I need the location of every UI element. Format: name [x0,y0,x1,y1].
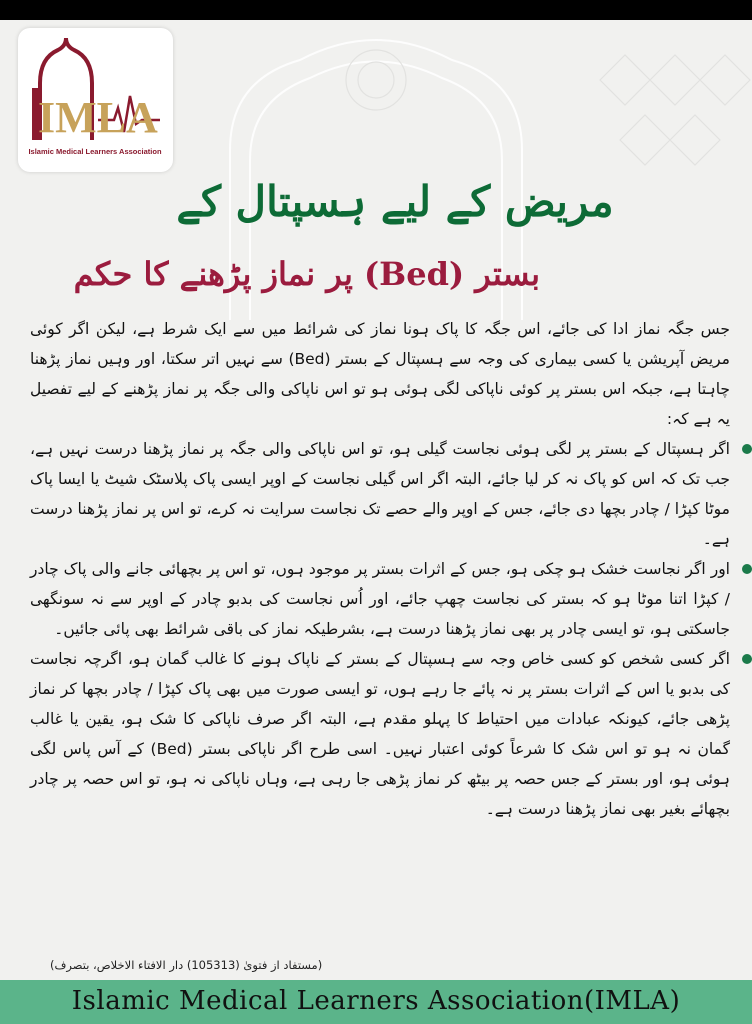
bullet-dot-icon [742,444,752,454]
bullet-text-1: اگر ہسپتال کے بستر پر لگی ہوئی نجاست گیلی ہو، تو اس ناپاکی والی جگہ پر نماز پڑھنا درست نہیں ہے، جب تک کہ اس کو پاک نہ کر لیا جائے، البتہ اگر اس گیلی نجاست کے اوپر ایسی پاک پلاسٹک شیٹ یا ایسا پاک موٹا کپڑا / چادر بچھا دی جائے، جس کے اوپر والے حصے تک نجاست سرایت نہ کرے، تو اس پر نماز پڑھنا درست ہے۔ [30,440,730,548]
bullet-point-3 [30,644,730,824]
bullet-dot-icon [742,564,752,574]
article-body [30,314,730,824]
mosque-arch-ecg-icon [18,28,173,172]
logo-mark-text: IMLA [38,93,158,142]
bullet-text-2: اور اگر نجاست خشک ہو چکی ہو، جس کے اثرات بستر پر موجود ہوں، تو اس پر بچھائی جانے والی پاک چادر / کپڑا اتنا موٹا ہو کہ بستر کی نجاست چھپ جائے، اور اُس نجاست کی بدبو چادر کے اوپر سے نہ سونگھی جاسکتی ہو، تو ایسی چادر پر بھی نماز پڑھنا درست ہے، بشرطیکہ نماز کی باقی شرائط بھی پائی جائیں۔ [30,560,730,638]
footer-banner [0,980,752,1024]
title-line-1: مریض کے لیے ہسپتال کے [176,177,614,226]
title-line-2: بستر (Bed) پر نماز پڑھنے کا حکم [73,255,540,293]
bullet-point-1 [30,434,730,554]
footer-text: Islamic Medical Learners Association(IMLA) [71,986,681,1016]
logo-tagline: Islamic Medical Learners Association [28,147,162,156]
bullet-point-2 [30,554,730,644]
bullet-text-3: اگر کسی شخص کو کسی خاص وجہ سے ہسپتال کے بستر کے ناپاک ہونے کا غالب گمان ہو، اگرچہ نجاست کی بدبو یا اس کے اثرات بستر پر نہ پائے جا رہے ہوں، تو ایسی صورت میں بھی پاک کپڑا / چادر بچھا کر نماز پڑھی جائے، کیونکہ عبادات میں احتیاط کا پہلو مقدم ہے، البتہ اگر صرف ناپاکی کا شک ہو، یقین یا غالب گمان نہ ہو تو اس شک کا شرعاً کوئی اعتبار نہیں۔ اسی طرح اگر ناپاکی بستر (Bed) کے آس پاس لگی ہوئی ہو، اور بستر کے جس حصہ پر بیٹھ کر نماز پڑھی جا رہی ہے، وہاں ناپاکی نہ ہو، تو اس حصہ پر چادر بچھائے بغیر بھی نماز پڑھنا درست ہے۔ [30,650,730,818]
fatwa-reference: (مستفاد از فتویٰ (105313) دار الافتاء الاخلاص، بتصرف) [50,958,323,972]
top-black-bar [0,0,752,20]
bullet-dot-icon [742,654,752,664]
logo-card [18,28,173,172]
intro-paragraph: جس جگہ نماز ادا کی جائے، اس جگہ کا پاک ہونا نماز کی شرائط میں سے ایک شرط ہے، لیکن اگر کوئی مریض آپریشن یا کسی بیماری کی وجہ سے ہسپتال کے بستر (Bed) سے نہیں اتر سکتا، اور وہیں نماز پڑھنا چاہتا ہے، جبکہ اس بستر پر کوئی ناپاکی لگی ہوئی ہو تو اس ناپاکی والی جگہ پر نماز پڑھنے کے لیے تفصیل یہ ہے کہ: [30,320,730,428]
